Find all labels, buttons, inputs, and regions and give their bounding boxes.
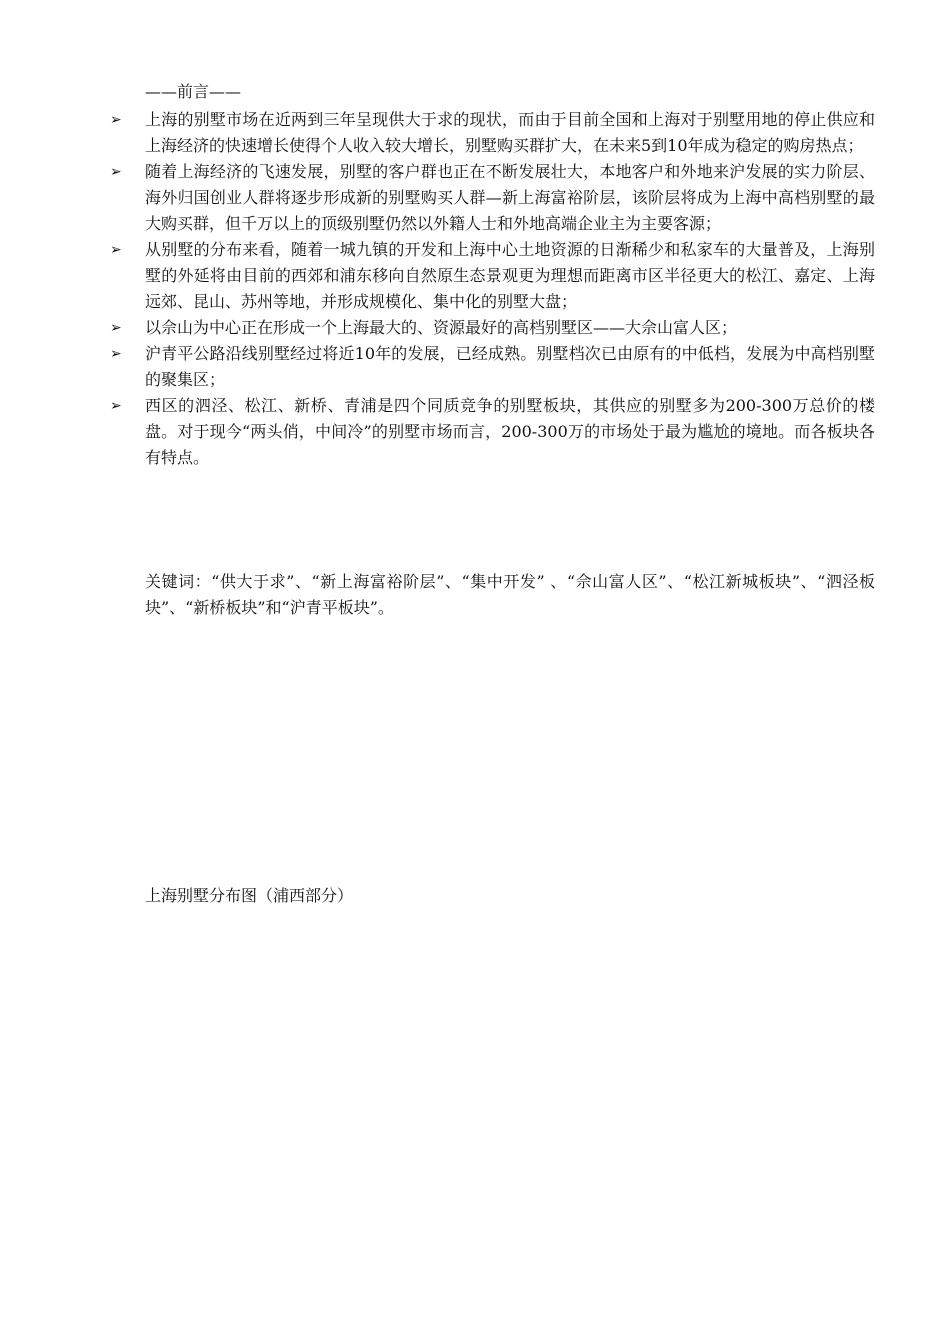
- bullet-text: 沪青平公路沿线别墅经过将近10年的发展，已经成熟。别墅档次已由原有的中低档，发展为中高档别墅的聚集区；: [145, 344, 875, 389]
- bullet-text: 随着上海经济的飞速发展，别墅的客户群也正在不断发展壮大，本地客户和外地来沪发展的实力阶层、海外归国创业人群将逐步形成新的别墅购买人群—新上海富裕阶层，该阶层将成为上海中高档别墅的最大购买群，但千万以上的顶级别墅仍然以外籍人士和外地高端企业主为主要客源；: [145, 162, 875, 233]
- bullet-item: [110, 341, 875, 393]
- bullet-text: 上海的别墅市场在近两到三年呈现供大于求的现状，而由于目前全国和上海对于别墅用地的停止供应和上海经济的快速增长使得个人收入较大增长，别墅购买群扩大，在未来5到10年成为稳定的购房热点；: [145, 110, 875, 155]
- bullet-item: [110, 159, 875, 237]
- keywords-paragraph: 关键词：“供大于求”、“新上海富裕阶层”、“集中开发” 、“佘山富人区”、“松江新城板块”、“泗泾板块”、“新桥板块”和“沪青平板块”。: [145, 572, 875, 617]
- bullet-item: [110, 315, 875, 341]
- bullet-text: 以佘山为中心正在形成一个上海最大的、资源最好的高档别墅区——大佘山富人区；: [145, 318, 738, 337]
- map-caption: 上海别墅分布图（浦西部分）: [145, 886, 354, 905]
- bullet-item: [110, 107, 875, 159]
- bullet-text: 从别墅的分布来看，随着一城九镇的开发和上海中心土地资源的日渐稀少和私家车的大量普及，上海别墅的外延将由目前的西郊和浦东移向自然原生态景观更为理想而距离市区半径更大的松江、嘉定、上海远郊、昆山、苏州等地，并形成规模化、集中化的别墅大盘；: [145, 240, 875, 311]
- preface-heading: ——前言——: [145, 82, 242, 101]
- arrow-bullet-icon: ➢: [110, 346, 122, 362]
- bullet-item: [110, 237, 875, 315]
- summary-bullet-list: [110, 107, 875, 471]
- arrow-bullet-icon: ➢: [110, 398, 122, 414]
- arrow-bullet-icon: ➢: [110, 320, 122, 336]
- arrow-bullet-icon: ➢: [110, 164, 122, 180]
- arrow-bullet-icon: ➢: [110, 242, 122, 258]
- bullet-item: [110, 393, 875, 471]
- arrow-bullet-icon: ➢: [110, 112, 122, 128]
- bullet-text: 西区的泗泾、松江、新桥、青浦是四个同质竞争的别墅板块，其供应的别墅多为200-300万总价的楼盘。对于现今“两头俏，中间冷”的别墅市场而言，200-300万的市场处于最为尴尬的境地。而各板块各有特点。: [145, 396, 875, 467]
